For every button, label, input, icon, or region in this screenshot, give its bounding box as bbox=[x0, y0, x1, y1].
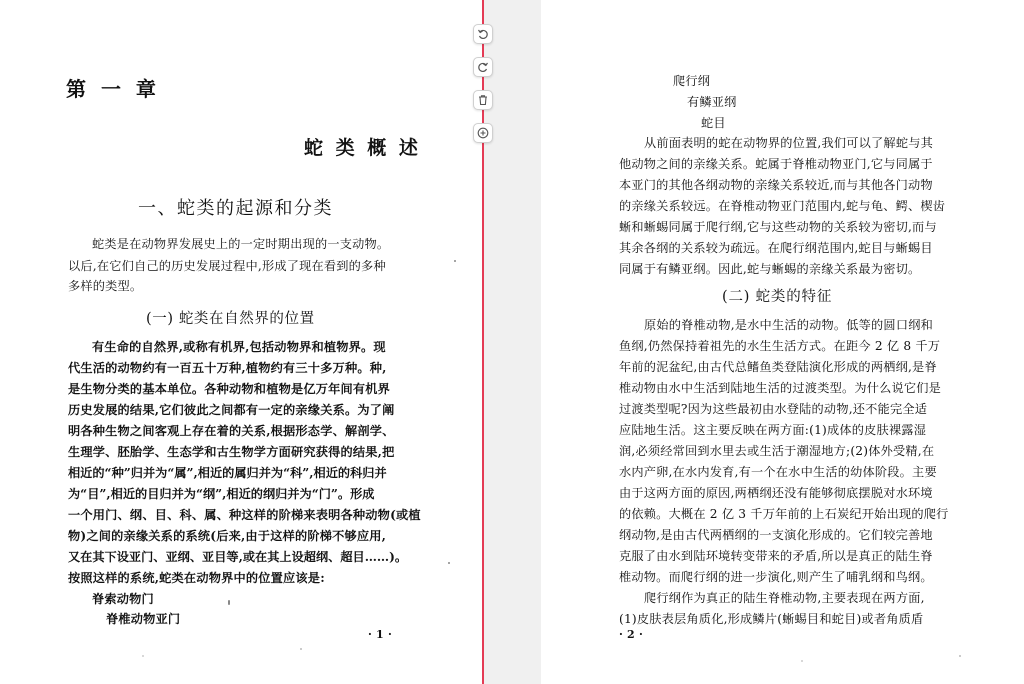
text-line: 生理学、胚胎学、生态学和古生物学方面研究获得的结果,把 bbox=[68, 445, 395, 459]
delete-button[interactable] bbox=[473, 90, 493, 110]
text-line: 鱼纲,仍然保持着祖先的水生生活方式。在距今 2 亿 8 千万 bbox=[619, 339, 941, 353]
text-line: 原始的脊椎动物,是水中生活的动物。低等的圆口纲和 bbox=[644, 318, 933, 332]
text-line: 多样的类型。 bbox=[68, 279, 143, 293]
text-line: 过渡类型呢?因为这些最初由水登陆的动物,还不能完全适 bbox=[619, 402, 928, 416]
text-line: 按照这样的系统,蛇类在动物界中的位置应该是: bbox=[68, 571, 325, 585]
text-line: 应陆地生活。这主要反映在两方面:(1)成体的皮肤裸露湿 bbox=[619, 423, 927, 437]
text-line: 历史发展的结果,它们彼此之间都有一定的亲缘关系。为了阐 bbox=[68, 403, 395, 417]
document-page-2 bbox=[541, 0, 1024, 684]
page-number: · 1 · bbox=[368, 628, 392, 641]
taxonomy-class: 爬行纲 bbox=[673, 74, 711, 88]
text-line: 椎动物由水中生活到陆地生活的过渡类型。为什么说它们是 bbox=[619, 381, 942, 395]
scan-speck bbox=[142, 655, 144, 657]
scan-speck bbox=[959, 655, 961, 657]
scan-speck bbox=[300, 648, 302, 650]
text-line: (1)皮肤表层角质化,形成鳞片(蜥蜴目和蛇目)或者角质盾 bbox=[619, 612, 924, 626]
document-page-1 bbox=[0, 0, 484, 684]
subsection-title: (二) 蛇类的特征 bbox=[722, 289, 833, 305]
rotate-left-icon bbox=[477, 28, 489, 40]
text-line: 有生命的自然界,或称有机界,包括动物界和植物界。现 bbox=[92, 340, 386, 354]
text-line: 物)之间的亲缘关系的系统(后来,由于这样的阶梯不够应用, bbox=[68, 529, 387, 543]
text-line: 纲动物,是由古代两栖纲的一支演化形成的。它们较完善地 bbox=[619, 528, 933, 542]
taxonomy-phylum: 脊索动物门 bbox=[92, 592, 154, 606]
taxonomy-order: 蛇目 bbox=[701, 116, 726, 130]
chapter-heading: 第 一 章 bbox=[66, 77, 160, 101]
text-line: 代生活的动物约有一百五十万种,植物约有三十多万种。种, bbox=[68, 361, 387, 375]
trash-icon bbox=[477, 94, 489, 106]
text-line: 其余各纲的关系较为疏远。在爬行纲范围内,蛇目与蜥蜴目 bbox=[619, 241, 933, 255]
text-line: 本亚门的其他各纲动物的亲缘关系较近,而与其他各门动物 bbox=[619, 178, 933, 192]
text-line: 为“目”,相近的目归并为“纲”,相近的纲归并为“门”。形成 bbox=[68, 487, 375, 501]
page-number: · 2 · bbox=[619, 628, 643, 641]
text-line: 相近的“种”归并为“属”,相近的属归并为“科”,相近的科归并 bbox=[68, 466, 387, 480]
text-line: 一个用门、纲、目、科、属、种这样的阶梯来表明各种动物(或植 bbox=[68, 508, 421, 522]
text-line: 水内产卵,在水内发育,有一个在水中生活的幼体阶段。主要 bbox=[619, 465, 937, 479]
rotate-right-button[interactable] bbox=[473, 57, 493, 77]
text-line: 他动物之间的亲缘关系。蛇属于脊椎动物亚门,它与同属于 bbox=[619, 157, 933, 171]
text-line: 明各种生物之间客观上存在着的关系,根据形态学、解剖学、 bbox=[68, 424, 395, 438]
text-line: 同属于有鳞亚纲。因此,蛇与蜥蜴的亲缘关系最为密切。 bbox=[619, 262, 921, 276]
text-line: 从前面表明的蛇在动物界的位置,我们可以了解蛇与其 bbox=[644, 136, 933, 150]
text-line: 蜥和蜥蜴同属于爬行纲,它与这些动物的关系较为密切,而与 bbox=[619, 220, 937, 234]
plus-icon bbox=[477, 127, 489, 139]
text-line: 爬行纲作为真正的陆生脊椎动物,主要表现在两方面, bbox=[644, 591, 925, 605]
text-line: 润,必须经常回到水里去或生活于潮湿地方;(2)体外受精,在 bbox=[619, 444, 935, 458]
scan-speck bbox=[228, 600, 230, 605]
chapter-title: 蛇 类 概 述 bbox=[304, 137, 421, 159]
text-line: 又在其下设亚门、亚纲、亚目等,或在其上设超纲、超目……)。 bbox=[68, 550, 408, 564]
scan-speck bbox=[448, 562, 450, 564]
taxonomy-subclass: 有鳞亚纲 bbox=[687, 95, 737, 109]
text-line: 克服了由水到陆环境转变带来的矛盾,所以是真正的陆生脊 bbox=[619, 549, 933, 563]
text-line: 年前的泥盆纪,由古代总鳍鱼类登陆演化形成的两栖纲,是脊 bbox=[619, 360, 937, 374]
text-line: 椎动物。而爬行纲的进一步演化,则产生了哺乳纲和鸟纲。 bbox=[619, 570, 933, 584]
scan-speck bbox=[801, 660, 803, 662]
text-line: 蛇类是在动物界发展史上的一定时期出现的一支动物。 bbox=[92, 237, 390, 251]
scan-speck bbox=[454, 260, 456, 262]
section-title: 一、蛇类的起源和分类 bbox=[138, 198, 333, 219]
rotate-right-icon bbox=[477, 61, 489, 73]
add-button[interactable] bbox=[473, 123, 493, 143]
text-line: 的依赖。大概在 2 亿 3 千万年前的上石炭纪开始出现的爬行 bbox=[619, 507, 949, 521]
rotate-left-button[interactable] bbox=[473, 24, 493, 44]
taxonomy-subphylum: 脊椎动物亚门 bbox=[106, 612, 181, 626]
text-line: 的亲缘关系较远。在脊椎动物亚门范围内,蛇与龟、鳄、楔齿 bbox=[619, 199, 946, 213]
text-line: 由于这两方面的原因,两栖纲还没有能够彻底摆脱对水环境 bbox=[619, 486, 933, 500]
text-line: 是生物分类的基本单位。各种动物和植物是亿万年间有机界 bbox=[68, 382, 391, 396]
text-line: 以后,在它们自己的历史发展过程中,形成了现在看到的多种 bbox=[68, 259, 386, 273]
subsection-title: (一) 蛇类在自然界的位置 bbox=[146, 311, 315, 327]
